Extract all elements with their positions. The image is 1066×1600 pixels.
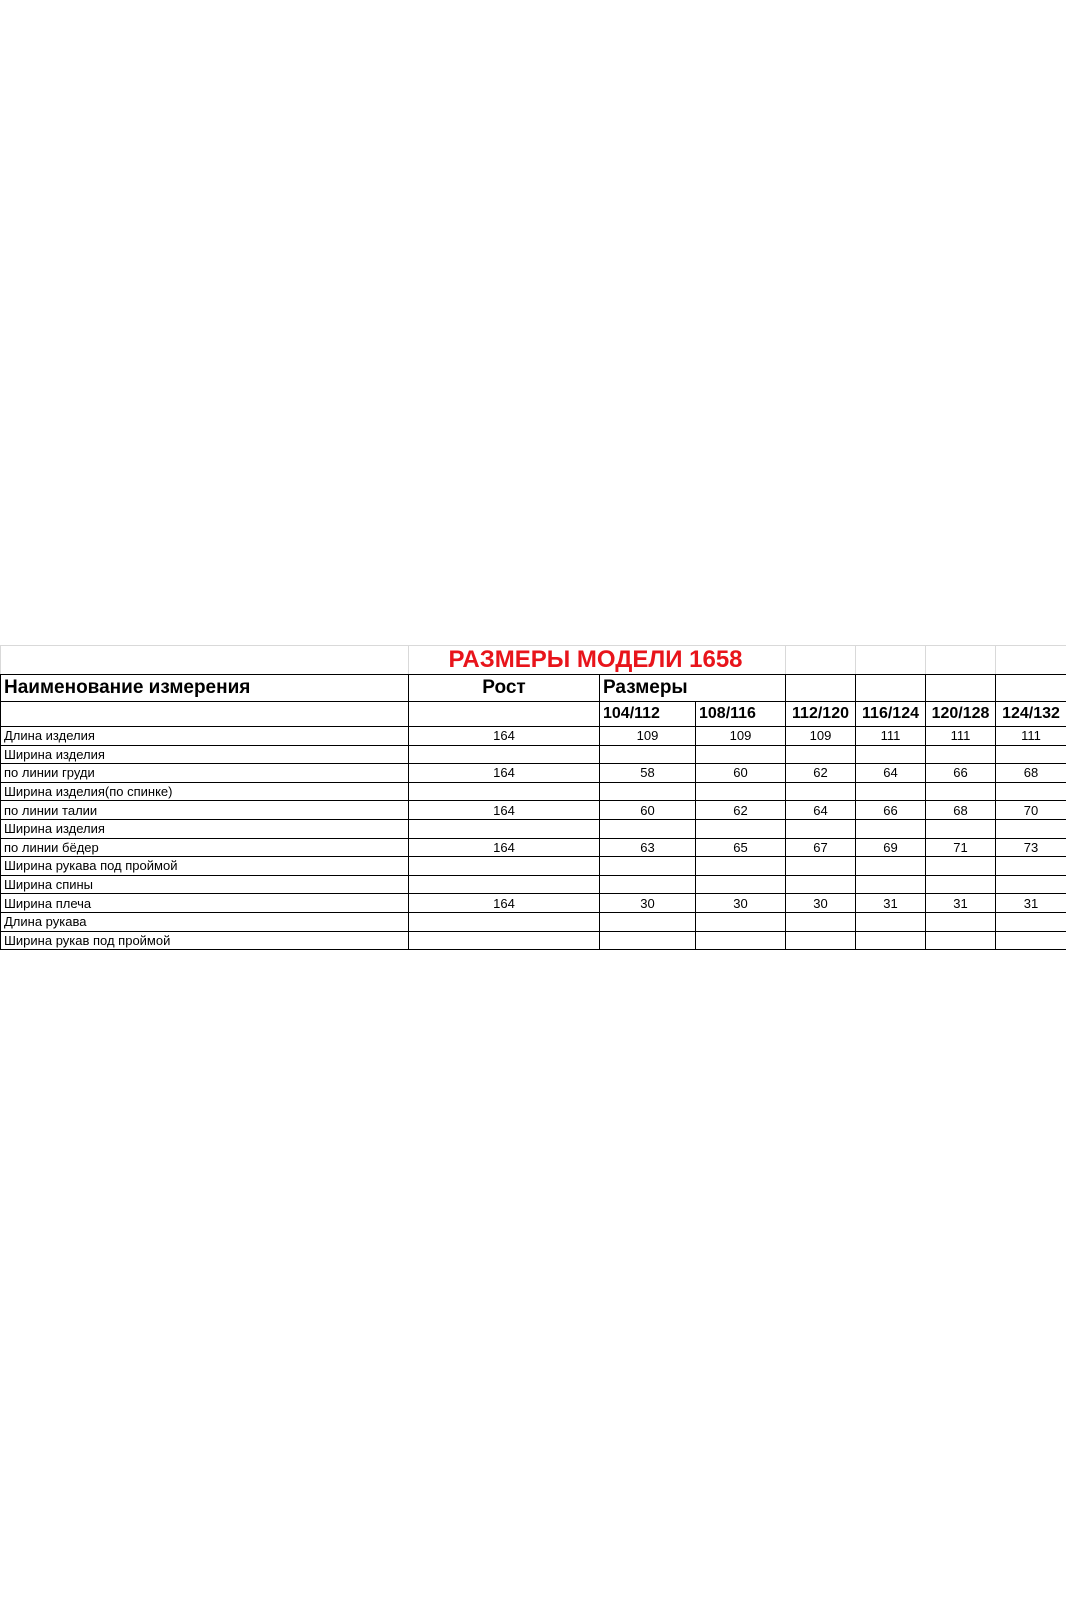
- size-value-cell: 70: [996, 801, 1066, 820]
- height-value-cell: [409, 857, 600, 876]
- size-value-cell: [600, 912, 696, 931]
- size-value-cell: 109: [696, 727, 786, 746]
- header-row: [1, 675, 1066, 702]
- size-value-cell: [926, 745, 996, 764]
- height-value-cell: [409, 782, 600, 801]
- size-value-cell: [926, 931, 996, 950]
- size-value-cell: 58: [600, 764, 696, 783]
- table-row: [1, 931, 1066, 950]
- height-value-cell: 164: [409, 727, 600, 746]
- height-value-cell: 164: [409, 838, 600, 857]
- table-row: [1, 912, 1066, 931]
- size-value-cell: [696, 931, 786, 950]
- size-value-cell: 111: [996, 727, 1066, 746]
- size-value-cell: 30: [696, 894, 786, 913]
- size-value-cell: [786, 875, 856, 894]
- size-header-cell: 104/112: [600, 702, 696, 727]
- header-empty-cell: [856, 675, 926, 702]
- sizes-row-empty-cell: [409, 702, 600, 727]
- table-row: [1, 727, 1066, 746]
- measurement-name-cell: Ширина изделия: [1, 745, 409, 764]
- size-value-cell: 68: [926, 801, 996, 820]
- size-value-cell: [600, 819, 696, 838]
- size-value-cell: 68: [996, 764, 1066, 783]
- size-value-cell: [926, 912, 996, 931]
- size-value-cell: 66: [856, 801, 926, 820]
- header-empty-cell: [926, 675, 996, 702]
- size-value-cell: 30: [786, 894, 856, 913]
- size-value-cell: 60: [600, 801, 696, 820]
- size-value-cell: 65: [696, 838, 786, 857]
- height-value-cell: [409, 931, 600, 950]
- measurement-name-cell: Ширина изделия: [1, 819, 409, 838]
- size-value-cell: 63: [600, 838, 696, 857]
- header-empty-cell: [696, 675, 786, 702]
- size-value-cell: [600, 857, 696, 876]
- size-value-cell: [856, 782, 926, 801]
- measurement-name-cell: Ширина рукава под проймой: [1, 857, 409, 876]
- table-row: [1, 819, 1066, 838]
- table-row: [1, 894, 1066, 913]
- size-value-cell: [856, 819, 926, 838]
- table-row: [1, 782, 1066, 801]
- table-row: [1, 801, 1066, 820]
- size-value-cell: [856, 931, 926, 950]
- height-value-cell: [409, 912, 600, 931]
- size-value-cell: [600, 875, 696, 894]
- measurement-name-cell: по линии талии: [1, 801, 409, 820]
- measurement-name-cell: Ширина плеча: [1, 894, 409, 913]
- title-empty-cell: [926, 646, 996, 675]
- size-value-cell: [926, 782, 996, 801]
- table-row: [1, 745, 1066, 764]
- size-value-cell: [696, 912, 786, 931]
- size-value-cell: [996, 875, 1066, 894]
- size-value-cell: 111: [856, 727, 926, 746]
- size-header-cell: 124/132: [996, 702, 1066, 727]
- size-value-cell: 73: [996, 838, 1066, 857]
- size-value-cell: [786, 912, 856, 931]
- table-title: РАЗМЕРЫ МОДЕЛИ 1658: [409, 646, 786, 675]
- size-header-cell: 120/128: [926, 702, 996, 727]
- size-value-cell: [600, 745, 696, 764]
- size-value-cell: 109: [600, 727, 696, 746]
- measurement-name-cell: по линии груди: [1, 764, 409, 783]
- size-value-cell: [786, 782, 856, 801]
- size-value-cell: [786, 745, 856, 764]
- size-value-cell: 66: [926, 764, 996, 783]
- size-value-cell: 71: [926, 838, 996, 857]
- title-empty-cell: [786, 646, 856, 675]
- measurement-name-cell: Ширина рукав под проймой: [1, 931, 409, 950]
- height-value-cell: [409, 819, 600, 838]
- size-value-cell: [996, 912, 1066, 931]
- size-value-cell: [926, 857, 996, 876]
- size-value-cell: [786, 931, 856, 950]
- height-value-cell: 164: [409, 764, 600, 783]
- size-value-cell: [926, 875, 996, 894]
- size-value-cell: 67: [786, 838, 856, 857]
- title-spacer-cell: [1, 646, 409, 675]
- size-value-cell: 111: [926, 727, 996, 746]
- size-value-cell: 64: [786, 801, 856, 820]
- measurement-name-cell: Ширина спины: [1, 875, 409, 894]
- table-row: [1, 857, 1066, 876]
- height-value-cell: 164: [409, 801, 600, 820]
- size-value-cell: [856, 857, 926, 876]
- table-row: [1, 838, 1066, 857]
- header-empty-cell: [996, 675, 1066, 702]
- title-row: [1, 646, 1066, 675]
- title-empty-cell: [996, 646, 1066, 675]
- size-table: [0, 645, 1066, 950]
- size-value-cell: [926, 819, 996, 838]
- size-value-cell: 62: [696, 801, 786, 820]
- size-value-cell: [786, 819, 856, 838]
- size-value-cell: 62: [786, 764, 856, 783]
- size-value-cell: [996, 782, 1066, 801]
- size-chart-sheet: [0, 645, 1066, 950]
- size-value-cell: 31: [856, 894, 926, 913]
- size-value-cell: 60: [696, 764, 786, 783]
- size-value-cell: [696, 745, 786, 764]
- size-value-cell: 109: [786, 727, 856, 746]
- sizes-row-empty-cell: [1, 702, 409, 727]
- size-header-cell: 108/116: [696, 702, 786, 727]
- size-value-cell: 30: [600, 894, 696, 913]
- size-header-cell: 112/120: [786, 702, 856, 727]
- measurement-name-cell: Длина рукава: [1, 912, 409, 931]
- size-value-cell: 69: [856, 838, 926, 857]
- size-value-cell: [696, 875, 786, 894]
- sizes-header-label: Размеры: [603, 677, 688, 698]
- header-empty-cell: [786, 675, 856, 702]
- size-value-cell: [996, 819, 1066, 838]
- size-value-cell: [696, 857, 786, 876]
- size-value-cell: [996, 857, 1066, 876]
- size-value-cell: [856, 745, 926, 764]
- size-value-cell: [600, 931, 696, 950]
- height-header: Рост: [409, 675, 600, 702]
- size-value-cell: [786, 857, 856, 876]
- measurement-header: Наименование измерения: [1, 675, 409, 702]
- height-value-cell: [409, 875, 600, 894]
- sizes-row: [1, 702, 1066, 727]
- table-row: [1, 875, 1066, 894]
- size-value-cell: [696, 819, 786, 838]
- title-empty-cell: [856, 646, 926, 675]
- size-value-cell: [696, 782, 786, 801]
- size-value-cell: [996, 931, 1066, 950]
- height-value-cell: [409, 745, 600, 764]
- sizes-header: [600, 675, 696, 702]
- size-value-cell: [856, 875, 926, 894]
- measurement-name-cell: по линии бёдер: [1, 838, 409, 857]
- height-value-cell: 164: [409, 894, 600, 913]
- measurement-name-cell: Длина изделия: [1, 727, 409, 746]
- size-value-cell: [996, 745, 1066, 764]
- size-value-cell: 64: [856, 764, 926, 783]
- size-value-cell: 31: [926, 894, 996, 913]
- measurement-name-cell: Ширина изделия(по спинке): [1, 782, 409, 801]
- table-row: [1, 764, 1066, 783]
- size-value-cell: [856, 912, 926, 931]
- size-header-cell: 116/124: [856, 702, 926, 727]
- size-value-cell: [600, 782, 696, 801]
- size-value-cell: 31: [996, 894, 1066, 913]
